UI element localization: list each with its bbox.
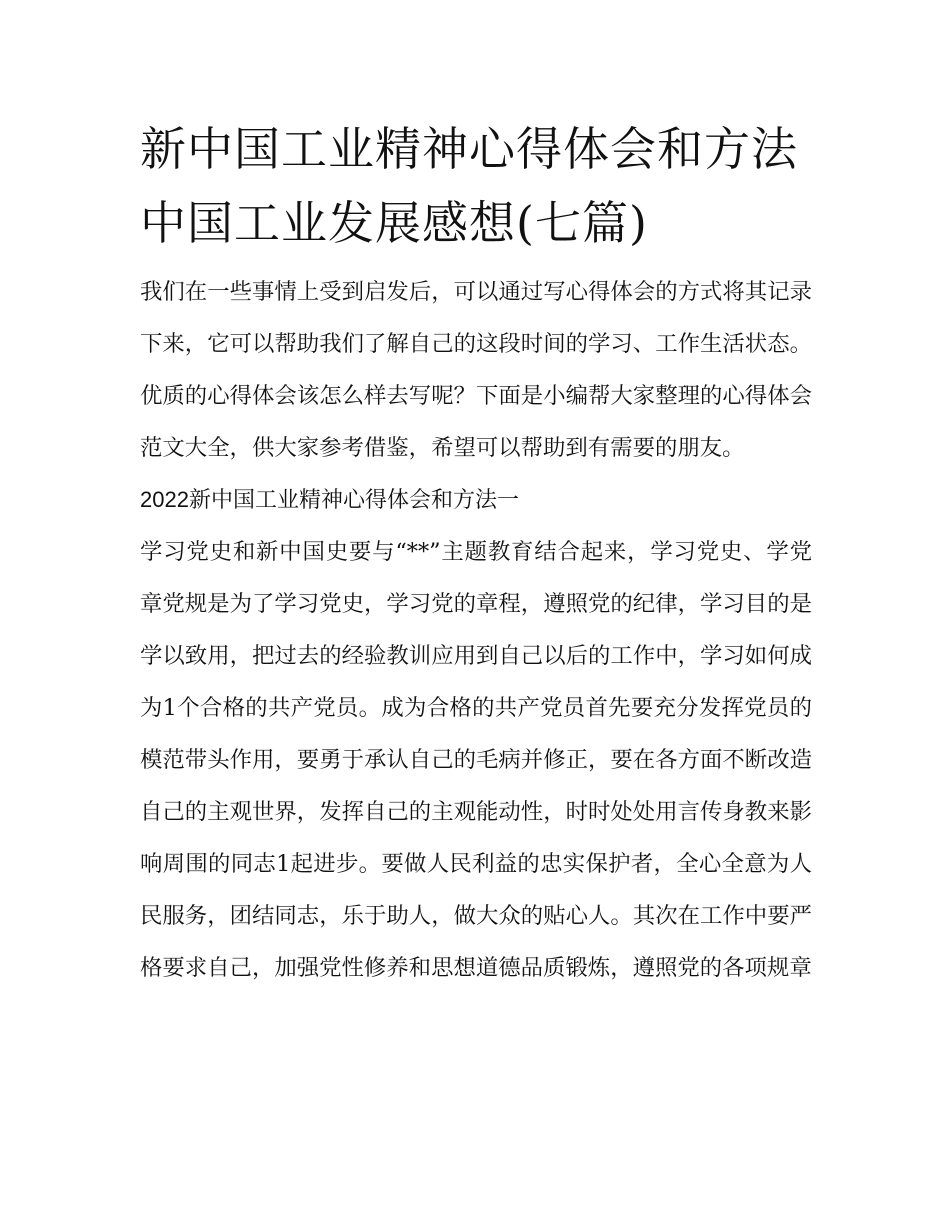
section-body-paragraph: 学习党史和新中国史要与“**”主题教育结合起来，学习党史、学党章党规是为了学习党史，学习党的章程，遵照党的纪律，学习目的是学以致用，把过去的经验教训应用到自己以后的工作中，学习如何成为1个合格的共产党员。成为合格的共产党员首先要充分发挥党员的模范带头作用，要勇于承认自己的毛病并修正，要在各方面不断改造自己的主观世界，发挥自己的主观能动性，时时处处用言传身教来影响周围的同志1起进步。要做人民利益的忠实保护者，全心全意为人民服务，团结同志，乐于助人，做大众的贴心人。其次在工作中要严格要求自己，加强党性修养和思想道德品质锻炼，遵照党的各项规章 (140, 539, 812, 981)
document-title: 新中国工业精神心得体会和方法 中国工业发展感想(七篇) (140, 122, 798, 250)
section-heading: 2022新中国工业精神心得体会和方法一 (140, 487, 519, 512)
document-page (140, 112, 812, 994)
intro-paragraph: 我们在一些事情上受到启发后，可以通过写心得体会的方式将其记录下来，它可以帮助我们了解自己的这段时间的学习、工作生活状态。优质的心得体会该怎么样去写呢？下面是小编帮大家整理的心得体会范文大全，供大家参考借鉴，希望可以帮助到有需要的朋友。 (140, 279, 812, 461)
